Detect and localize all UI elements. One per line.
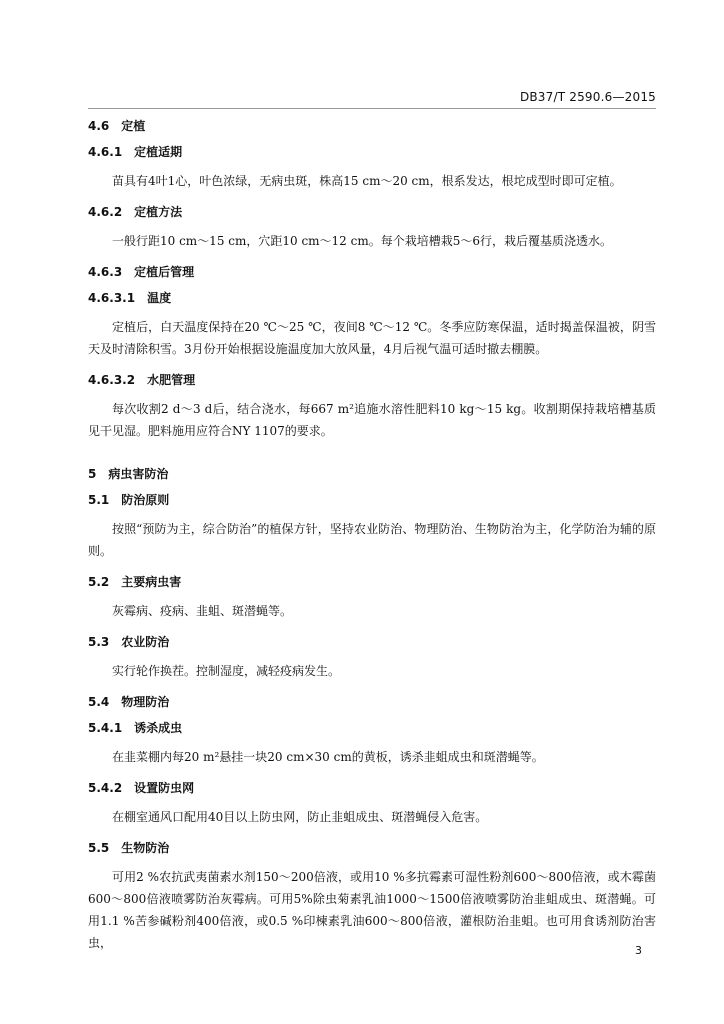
spacer <box>88 650 656 660</box>
spacer <box>88 306 656 316</box>
paragraph: 一般行距10 cm～15 cm，穴距10 cm～12 cm。每个栽培槽栽5～6行，栽后覆基质浇透水。 <box>112 234 613 248</box>
section-title: 定植适期 <box>134 145 183 159</box>
section-number: 5.4 <box>88 695 110 709</box>
section-heading <box>88 290 656 306</box>
section-number: 4.6 <box>88 119 110 133</box>
section-number: 5.1 <box>88 493 110 507</box>
section-heading <box>88 372 656 388</box>
section-title: 设置防虫网 <box>134 781 195 795</box>
section-heading <box>88 574 656 590</box>
paragraph: 灰霉病、疫病、韭蛆、斑潜蝇等。 <box>112 604 293 618</box>
spacer <box>88 252 656 264</box>
section-number: 4.6.3 <box>88 265 123 279</box>
spacer <box>88 796 656 806</box>
section-number: 4.6.3.1 <box>88 291 136 305</box>
section-title: 防治原则 <box>121 493 170 507</box>
spacer <box>88 562 656 574</box>
section-title: 定植后管理 <box>134 265 195 279</box>
section-title: 温度 <box>147 291 172 305</box>
spacer <box>88 388 656 398</box>
spacer <box>88 482 656 492</box>
section-title: 定植 <box>121 119 146 133</box>
section-title: 生物防治 <box>121 841 170 855</box>
section-number: 5.5 <box>88 841 110 855</box>
spacer <box>88 508 656 518</box>
section-number: 4.6.1 <box>88 145 123 159</box>
section-heading <box>88 264 656 280</box>
paragraph: 按照“预防为主，综合防治”的植保方针，坚持农业防治、物理防治、生物防治为主，化学防治为辅的原则。 <box>88 522 656 558</box>
paragraph: 定植后，白天温度保持在20 ℃～25 ℃，夜间8 ℃～12 ℃。冬季应防寒保温，适时揭盖保温被，阴雪天及时清除积雪。3月份开始根据设施温度加大放风量，4月后视气温可适时撤去棚膜。 <box>88 320 656 356</box>
spacer <box>88 192 656 204</box>
spacer <box>88 828 656 840</box>
section-heading <box>88 634 656 650</box>
spacer <box>88 736 656 746</box>
spacer <box>88 710 656 720</box>
section-heading <box>88 204 656 220</box>
section-heading <box>88 780 656 796</box>
section-number: 4.6.3.2 <box>88 373 136 387</box>
section-title: 水肥管理 <box>147 373 196 387</box>
section-number: 5.4.1 <box>88 721 123 735</box>
paragraph: 在棚室通风口配用40目以上防虫网，防止韭蛆成虫、斑潜蝇侵入危害。 <box>112 810 488 824</box>
spacer <box>88 134 656 144</box>
section-number: 5.4.2 <box>88 781 123 795</box>
section-heading <box>88 840 656 856</box>
paragraph: 可用2 %农抗武夷菌素水剂150～200倍液，或用10 %多抗霉素可湿性粉剂600～800倍液，或木霉菌600～800倍液喷雾防治灰霉病。可用5%除虫菊素乳油1000～1500倍液喷雾防治韭蛆成虫、斑潜蝇。可用1.1 %苦参碱粉剂400倍液，或0.5 %印楝素乳油600～800倍液，灌根防治韭蛆。也可用食诱剂防治害虫， <box>88 870 656 950</box>
spacer <box>88 856 656 866</box>
section-title: 农业防治 <box>121 635 170 649</box>
spacer <box>88 360 656 372</box>
section-number: 5.2 <box>88 575 110 589</box>
section-title: 主要病虫害 <box>121 575 182 589</box>
spacer <box>88 280 656 290</box>
section-title: 物理防治 <box>121 695 170 709</box>
paragraph: 苗具有4叶1心，叶色浓绿，无病虫斑，株高15 cm～20 cm，根系发达，根坨成型时即可定植。 <box>112 174 622 188</box>
spacer <box>88 220 656 230</box>
section-heading <box>88 144 656 160</box>
paragraph: 实行轮作换茬。控制湿度，减轻疫病发生。 <box>112 664 341 678</box>
section-number: 5.3 <box>88 635 110 649</box>
spacer <box>88 160 656 170</box>
section-heading <box>88 694 656 710</box>
section-number: 5 <box>88 467 97 481</box>
section-title: 诱杀成虫 <box>134 721 183 735</box>
section-heading <box>88 492 656 508</box>
document-code-header: DB37/T 2590.6—2015 <box>519 90 656 104</box>
spacer <box>88 768 656 780</box>
spacer <box>88 442 656 466</box>
section-heading <box>88 466 656 482</box>
section-number: 4.6.2 <box>88 205 123 219</box>
page-number: 3 <box>635 944 642 957</box>
paragraph: 在韭菜棚内每20 m²悬挂一块20 cm×30 cm的黄板，诱杀韭蛆成虫和斑潜蝇等。 <box>112 750 544 764</box>
spacer <box>88 682 656 694</box>
section-heading <box>88 720 656 736</box>
header-rule <box>88 108 656 109</box>
paragraph: 每次收割2 d～3 d后，结合浇水，每667 m²追施水溶性肥料10 kg～15 kg。收割期保持栽培槽基质见干见湿。肥料施用应符合NY 1107的要求。 <box>88 402 656 438</box>
section-title: 病虫害防治 <box>108 467 169 481</box>
section-heading <box>88 118 656 134</box>
section-title: 定植方法 <box>134 205 183 219</box>
spacer <box>88 622 656 634</box>
document-body <box>88 118 656 954</box>
spacer <box>88 590 656 600</box>
